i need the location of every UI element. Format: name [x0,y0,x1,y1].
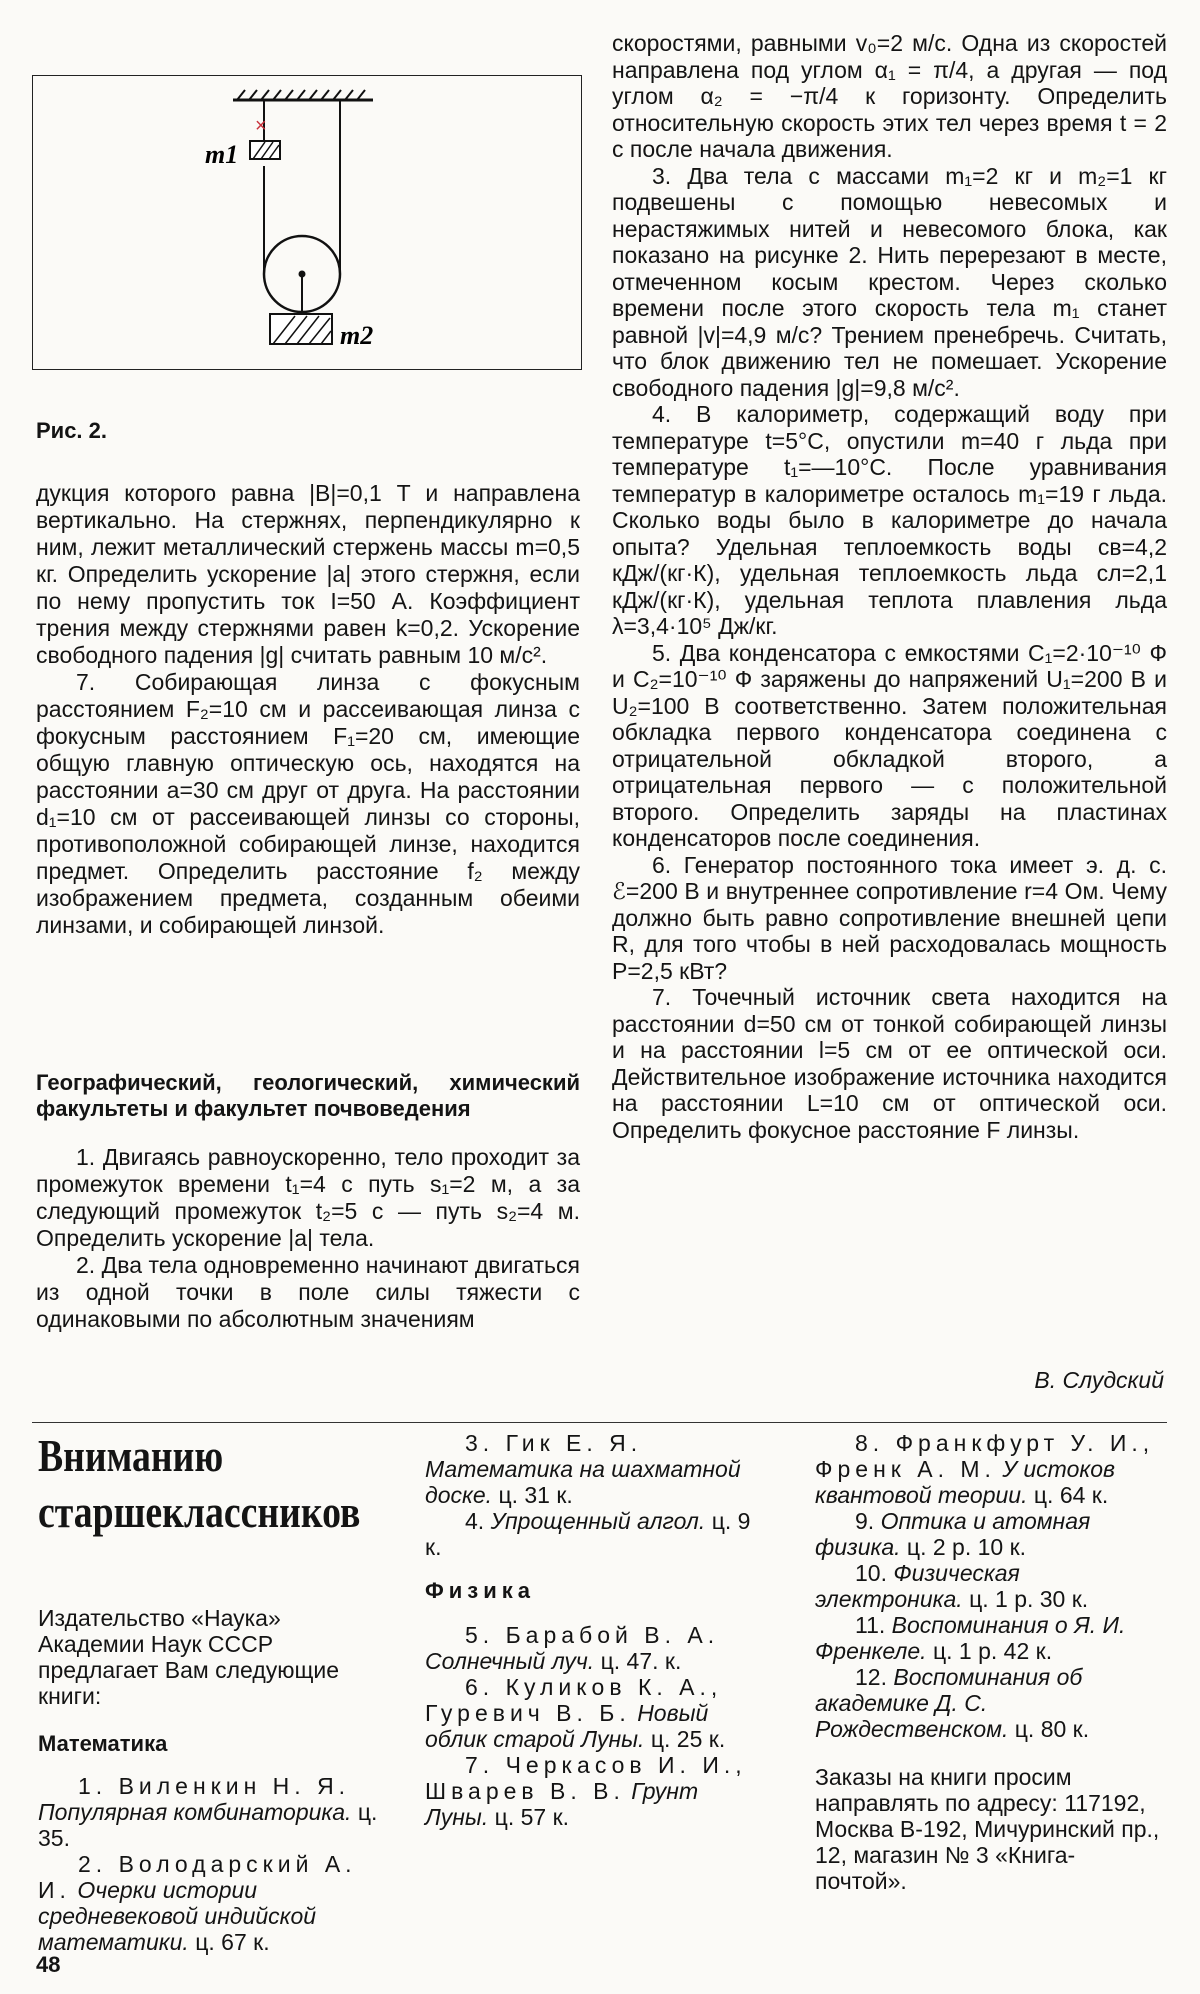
book-11: 11. Воспоминания о Я. И. Френкеле. ц. 1 р. 42 к. [815,1612,1126,1664]
faculty-problem-2: 2. Два тела одновременно начинают двигаться из одной точки в поле силы тяжести с одинаковыми по абсолютным значениям [36,1252,580,1332]
book-7: 7. Черкасов И. И., Шварев В. В. Грунт Луны. ц. 57 к. [425,1752,747,1830]
problem-7: 7. Собирающая линза с фокусным расстоянием F₂=10 см и рассеивающая линза с фокусным расстоянием F₁=20 см, имеющие общую главную оптическую ось, находятся на расстоянии a=30 см друг от друга. На расстоянии d₁=10 см от рассеивающей линзы со стороны, противоположной собирающей линзе, находится предмет. Определить расстояние f₂ между изображением предмета, созданным обеими линзами, и собирающей линзой. [36,669,580,938]
problem-3: 3. Два тела с массами m₁=2 кг и m₂=1 кг подвешены с помощью невесомых и нерастяжимых нитей и невесомого блока, как показано на рисунке 2. Нить перерезают в месте, отмеченном косым крестом. Через сколько времени после этого скорость тела m₁ станет равной |v|=4,9 м/с? Трением пренебречь. Считать, что блок движению тел не помешает. Ускорение свободного падения |g|=9,8 м/с². [612,162,1167,401]
problem-6: 6. Генератор постоянного тока имеет э. д. с. ℰ=200 В и внутреннее сопротивление r=4 Ом. Чему должно быть равно сопротивление внешней цепи R, для того чтобы в ней расходовалась мощность P=2,5 кВт? [612,851,1167,984]
faculty-heading: Географический, геологический, химический факультеты и факультет почвоведения [36,1070,580,1121]
right-column [612,30,1167,1143]
book-9: 9. Оптика и атомная физика. ц. 2 р. 10 к. [815,1508,1091,1560]
problem-7-right: 7. Точечный источник света находится на расстоянии d=50 см от тонкой собирающей линзы и на расстоянии l=5 см от ее оптической оси. Действительное изображение источника находится на расстоянии L=10 см от оптической оси. Определить фокусное расстояние F линзы. [612,984,1167,1143]
book-10: 10. Физическая электроника. ц. 1 р. 30 к. [815,1560,1089,1612]
ad-title: Вниманию старшеклассников [38,1430,361,1537]
book-12: 12. Воспоминания об академике Д. С. Рождественском. ц. 80 к. [815,1664,1090,1742]
book-3: 3. Гик Е. Я. Математика на шахматной доске. ц. 31 к. [425,1430,741,1508]
math-heading: Математика [38,1731,168,1756]
faculty-section [36,1070,580,1333]
mass-m1-label: m1 [205,140,239,169]
ad-column-3 [815,1430,1165,1894]
author-signature: В. Слудский [1034,1367,1164,1393]
book-6: 6. Куликов К. А., Гуревич В. Б. Новый облик старой Луны. ц. 25 к. [425,1674,726,1752]
left-column [36,480,580,939]
section-divider [32,1422,1167,1423]
problem-2-continuation: скоростями, равными v₀=2 м/с. Одна из скоростей направлена под углом α₁ = π/4, а другая — под углом α₂ = −π/4 к горизонту. Определить относительную скорость этих тел через время t = 2 с после начала движения. [612,30,1167,162]
book-5: 5. Барабой В. А. Солнечный луч. ц. 47. к. [425,1622,720,1674]
ad-column-2 [425,1430,765,1830]
faculty-problem-1: 1. Двигаясь равноускоренно, тело проходит за промежуток времени t₁=4 с путь s₁=2 м, а за следующий промежуток t₂=5 с — путь s₂=4 м. Определить ускорение |a| тела. [36,1144,580,1251]
ad-intro: Издательство «Наука» Академии Наук СССР предлагает Вам следующие книги: [38,1605,340,1709]
problem-5: 5. Два конденсатора с емкостями C₁=2·10⁻¹⁰ Ф и C₂=10⁻¹⁰ Ф заряжены до напряжений U₁=200 В и U₂=100 В соответственно. Затем положительная обкладка первого конденсатора соединена с отрицательной обкладкой второго, а отрицательная первого — с положительной второго. Определить заряды на пластинах конденсаторов после соединения. [612,639,1167,851]
problem-4: 4. В калориметр, содержащий воду при температуре t=5°С, опустили m=40 г льда при температуре t₁=—10°С. После уравнивания температур в калориметре осталось m₁=19 г льда. Сколько воды было в калориметре до начала опыта? Удельная теплоемкость воды cв=4,2 кДж/(кг·К), удельная теплоемкость льда cл=2,1 кДж/(кг·К), удельная теплота плавления льда λ=3,4·10⁵ Дж/кг. [612,401,1167,639]
book-2: 2. Володарский А. И. Очерки истории средневековой индийской математики. ц. 67 к. [38,1851,357,1955]
figure-2 [32,75,582,370]
book-1: 1. Виленкин Н. Я. Популярная комбинаторика. ц. 35. [38,1773,378,1851]
mass-m2-label: m2 [340,321,374,350]
page-number: 48 [36,1952,61,1977]
figure-caption: Рис. 2. [36,418,108,443]
problem-6-continuation: дукция которого равна |B|=0,1 Т и направлена вертикально. На стержнях, перпендикулярно к ним, лежит металлический стержень массы m=0,5 кг. Определить ускорение |a| этого стержня, если по нему пропустить ток I=50 А. Коэффициент трения между стержнями равен k=0,2. Ускорение свободного падения |g| считать равным 10 м/с². [36,480,580,668]
book-8: 8. Франкфурт У. И., Френк А. М. У истоков квантовой теории. ц. 64 к. [815,1430,1155,1508]
physics-heading: Физика [425,1578,536,1603]
orders-address: Заказы на книги просим направлять по адресу: 117192, Москва В-192, Мичуринский пр., 12, магазин № 3 «Книга-почтой». [815,1764,1160,1894]
ad-column-1 [38,1605,388,1955]
pulley-diagram [33,76,581,369]
book-4: 4. Упрощенный алгол. ц. 9 к. [425,1508,751,1560]
cut-mark: × [255,115,267,137]
